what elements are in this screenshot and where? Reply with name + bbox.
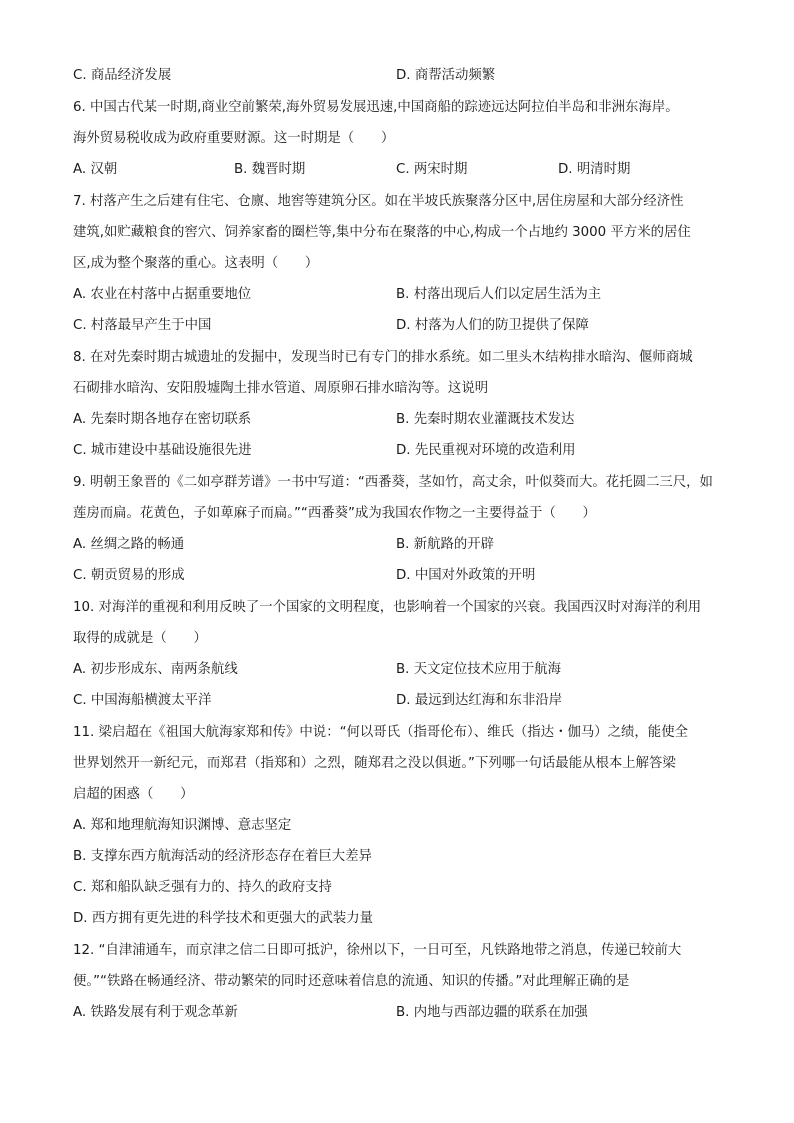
q7-option-b: B. 村落出现后人们以定居生活为主 bbox=[396, 287, 602, 302]
q8-option-d: D. 先民重视对环境的改造利用 bbox=[396, 443, 576, 458]
q7-option-c: C. 村落最早产生于中国 bbox=[73, 318, 212, 333]
q10-option-d: D. 最远到达红海和东非沿岸 bbox=[396, 693, 563, 708]
q8-option-a: A. 先秦时期各地存在密切联系 bbox=[73, 412, 252, 427]
q6-stem-line-2: 海外贸易税收成为政府重要财源。这一时期是（ ） bbox=[73, 131, 395, 146]
q11-option-c: C. 郑和船队缺乏强有力的、持久的政府支持 bbox=[73, 880, 332, 895]
q9-stem-line-1: 9. 明朝王象晋的《二如亭群芳谱》一书中写道：“西番葵，茎如竹，高丈余，叶似葵而大。花托圆二三尺，如 bbox=[73, 475, 713, 490]
q6-option-c: C. 两宋时期 bbox=[396, 162, 468, 177]
q7-stem-line-1: 7. 村落产生之后建有住宅、仓廪、地窖等建筑分区。如在半坡氏族聚落分区中,居住房屋和大部分经济性 bbox=[73, 194, 684, 209]
q5-option-c: C. 商品经济发展 bbox=[73, 68, 172, 83]
q12-stem-line-2: 便。”“铁路在畅通经济、带动繁荣的同时还意味着信息的流通、知识的传播。”对此理解正确的是 bbox=[73, 974, 630, 989]
q9-option-b: B. 新航路的开辟 bbox=[396, 537, 495, 552]
q10-option-a: A. 初步形成东、南两条航线 bbox=[73, 662, 238, 677]
q6-option-a: A. 汉朝 bbox=[73, 162, 118, 177]
q10-stem-line-2: 取得的成就是（ ） bbox=[73, 631, 207, 646]
q9-option-c: C. 朝贡贸易的形成 bbox=[73, 568, 185, 583]
q6-stem-line-1: 6. 中国古代某一时期,商业空前繁荣,海外贸易发展迅速,中国商船的踪迹远达阿拉伯半岛和非洲东海岸。 bbox=[73, 100, 679, 115]
q12-option-a: A. 铁路发展有利于观念革新 bbox=[73, 1005, 238, 1020]
q11-stem-line-2: 世界划然开一新纪元，而郑君（指郑和）之烈，随郑君之没以俱逝。”下列哪一句话最能从根本上解答梁 bbox=[73, 756, 676, 771]
q8-stem-line-2: 石砌排水暗沟、安阳殷墟陶土排水管道、周原卵石排水暗沟等。这说明 bbox=[73, 381, 489, 396]
q11-stem-line-1: 11. 梁启超在《祖国大航海家郑和传》中说：“何以哥氏（指哥伦布）、维氏（指达・伽马）之绩，能使全 bbox=[73, 725, 688, 740]
q7-option-d: D. 村落为人们的防卫提供了保障 bbox=[396, 318, 589, 333]
q8-stem-line-1: 8. 在对先秦时期古城遗址的发掘中，发现当时已有专门的排水系统。如二里头木结构排水暗沟、偃师商城 bbox=[73, 350, 693, 365]
q6-option-b: B. 魏晋时期 bbox=[234, 162, 306, 177]
q10-option-c: C. 中国海船横渡太平洋 bbox=[73, 693, 212, 708]
q10-stem-line-1: 10. 对海洋的重视和利用反映了一个国家的文明程度，也影响着一个国家的兴衰。我国西汉时对海洋的利用 bbox=[73, 600, 702, 615]
q11-option-b: B. 支撑东西方航海活动的经济形态存在着巨大差异 bbox=[73, 849, 372, 864]
q9-option-a: A. 丝绸之路的畅通 bbox=[73, 537, 185, 552]
q12-option-b: B. 内地与西部边疆的联系在加强 bbox=[396, 1005, 588, 1020]
q9-option-d: D. 中国对外政策的开明 bbox=[396, 568, 536, 583]
q11-option-d: D. 西方拥有更先进的科学技术和更强大的武装力量 bbox=[73, 911, 374, 926]
q12-stem-line-1: 12. “自津浦通车，而京津之信二日即可抵沪，徐州以下，一日可至，凡铁路地带之消息，传递已较前大 bbox=[73, 943, 682, 958]
q7-option-a: A. 农业在村落中占据重要地位 bbox=[73, 287, 252, 302]
q8-option-c: C. 城市建设中基础设施很先进 bbox=[73, 443, 252, 458]
q9-stem-line-2: 莲房而扁。花黄色，子如萆麻子而扁。”“西番葵”成为我国农作物之一主要得益于（ ） bbox=[73, 506, 596, 521]
q7-stem-line-2: 建筑,如贮藏粮食的窖穴、饲养家畜的圈栏等,集中分布在聚落的中心,构成一个占地约 3000 平方米的居住 bbox=[73, 225, 691, 240]
q8-option-b: B. 先秦时期农业灌溉技术发达 bbox=[396, 412, 575, 427]
q11-stem-line-3: 启超的困惑（ ） bbox=[73, 787, 194, 802]
q5-option-d: D. 商帮活动频繁 bbox=[396, 68, 496, 83]
q11-option-a: A. 郑和地理航海知识渊博、意志坚定 bbox=[73, 818, 292, 833]
q10-option-b: B. 天文定位技术应用于航海 bbox=[396, 662, 561, 677]
q7-stem-line-3: 区,成为整个聚落的重心。这表明（ ） bbox=[73, 256, 319, 271]
q6-option-d: D. 明清时期 bbox=[558, 162, 631, 177]
